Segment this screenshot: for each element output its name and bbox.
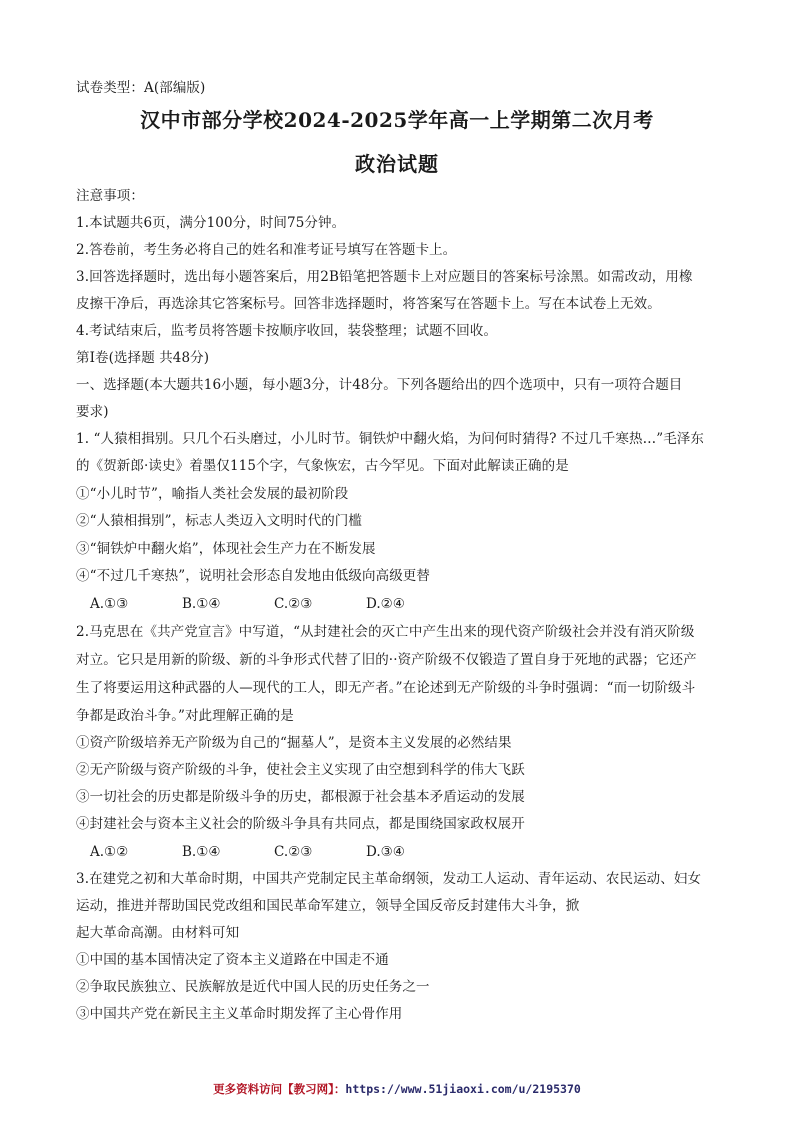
- note-item: 1.本试题共6页，满分100分，时间75分钟。: [76, 215, 346, 231]
- question-2-stem: 争都是政治斗争。”对此理解正确的是: [76, 708, 294, 724]
- section-instructions: 一、选择题(本大题共16小题，每小题3分，计48分。下列各题给出的四个选项中，只有一项符合题目: [76, 377, 683, 393]
- footer-url[interactable]: https://www.51jiaoxi.com/u/2195370: [345, 1082, 581, 1096]
- question-3-statement: ②争取民族独立、民族解放是近代中国人民的历史任务之一: [76, 979, 430, 995]
- note-item: 皮擦干净后，再选涂其它答案标号。回答非选择题时，将答案写在答题卡上。写在本试卷上无效。: [76, 296, 661, 312]
- question-1-statement: ④“不过几千寒热”，说明社会形态自发地由低级向高级更替: [76, 568, 431, 584]
- section-instructions: 要求): [76, 404, 109, 420]
- notes-heading: 注意事项：: [76, 188, 144, 204]
- question-1-options: [90, 594, 458, 614]
- question-2-statement: ①资产阶级培养无产阶级为自己的“掘墓人”，是资本主义发展的必然结果: [76, 735, 512, 751]
- question-2-stem: 对立。它只是用新的阶级、新的斗争形式代替了旧的··资产阶级不仅锻造了置自身于死地的武器；它还产: [76, 652, 697, 668]
- question-2-statement: ③一切社会的历史都是阶级斗争的历史，都根源于社会基本矛盾运动的发展: [76, 789, 525, 805]
- option-b: B.①④: [182, 596, 221, 612]
- exam-subtitle: 政治试题: [355, 152, 439, 176]
- question-1-stem: 的《贺新郎·读史》着墨仅115个字，气象恢宏，古今罕见。下面对此解读正确的是: [76, 458, 569, 474]
- note-item: 3.回答选择题时，选出每小题答案后，用2B铅笔把答题卡上对应题目的答案标号涂黑。如需改动，用橡: [76, 269, 693, 285]
- question-1-statement: ①“小儿时节”，喻指人类社会发展的最初阶段: [76, 486, 349, 502]
- question-1-stem: 1. “人猿相揖别。只几个石头磨过，小儿时节。铜铁炉中翻火焰，为问何时猜得? 不过几千寒热…”毛泽东: [76, 431, 705, 447]
- question-2-options: [90, 842, 458, 862]
- footer-link[interactable]: [0, 1081, 794, 1097]
- option-d: D.②④: [366, 596, 405, 612]
- question-2-statement: ②无产阶级与资产阶级的斗争，使社会主义实现了由空想到科学的伟大飞跃: [76, 762, 525, 778]
- footer-label: 更多资料访问【教习网】：: [213, 1082, 346, 1096]
- note-item: 4.考试结束后，监考员将答题卡按顺序收回，装袋整理；试题不回收。: [76, 323, 498, 339]
- question-1-statement: ③“铜铁炉中翻火焰”，体现社会生产力在不断发展: [76, 541, 376, 557]
- paper-type: 试卷类型：A(部编版): [76, 80, 206, 96]
- question-3-stem: 起大革命高潮。由材料可知: [76, 925, 240, 941]
- option-a: A.①②: [90, 844, 129, 860]
- question-3-statement: ③中国共产党在新民主主义革命时期发挥了主心骨作用: [76, 1006, 403, 1022]
- question-3-statement: ①中国的基本国情决定了资本主义道路在中国走不通: [76, 952, 389, 968]
- option-b: B.①④: [182, 844, 221, 860]
- question-2-stem: 2.马克思在《共产党宣言》中写道，“从封建社会的灭亡中产生出来的现代资产阶级社会并没有消灭阶级: [76, 624, 695, 640]
- question-2-statement: ④封建社会与资本主义社会的阶级斗争具有共同点，都是围绕国家政权展开: [76, 816, 525, 832]
- exam-title: 汉中市部分学校2024-2025学年高一上学期第二次月考: [140, 108, 654, 132]
- question-2-stem: 生了将要运用这种武器的人—现代的工人，即无产者。”在论述到无产阶级的斗争时强调：“而一切阶级斗: [76, 680, 696, 696]
- option-a: A.①③: [90, 596, 129, 612]
- option-c: C.②③: [274, 596, 313, 612]
- section-label: 第Ⅰ卷(选择题 共48分): [76, 350, 210, 366]
- option-d: D.③④: [366, 844, 405, 860]
- question-3-stem: 3.在建党之初和大革命时期，中国共产党制定民主革命纲领，发动工人运动、青年运动、农民运动、妇女: [76, 871, 702, 887]
- option-c: C.②③: [274, 844, 313, 860]
- question-1-statement: ②“人猿相揖别”，标志人类迈入文明时代的门槛: [76, 513, 363, 529]
- question-3-stem: 运动，推进并帮助国民党改组和国民革命军建立，领导全国反帝反封建伟大斗争，掀: [76, 898, 580, 914]
- note-item: 2.答卷前，考生务必将自己的姓名和准考证号填写在答题卡上。: [76, 242, 457, 258]
